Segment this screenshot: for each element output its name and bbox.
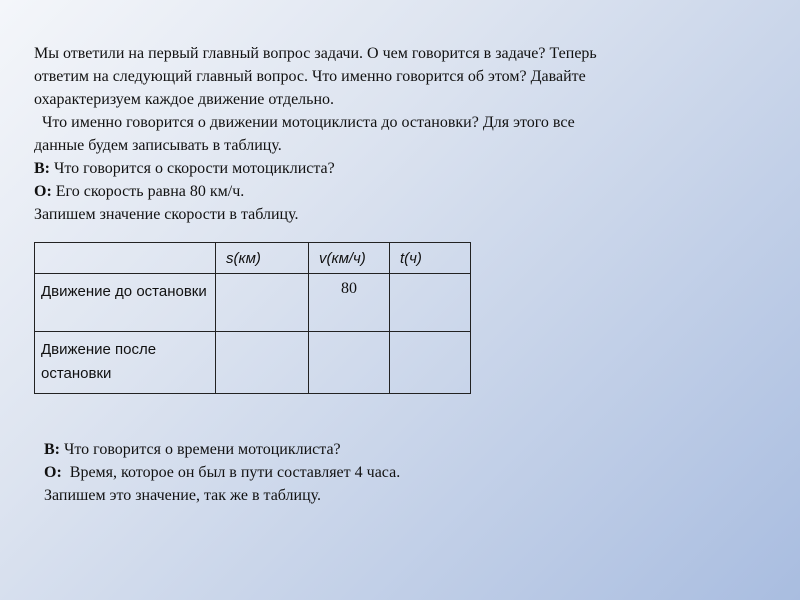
answer-prefix: О: [44, 464, 62, 481]
answer-text: Его скорость равна 80 км/ч. [51, 183, 245, 200]
header-speed: v(км/ч) [309, 243, 390, 274]
table-row [35, 274, 471, 332]
cell-distance [216, 274, 309, 332]
table-header-row [35, 243, 471, 274]
question-prefix: В: [34, 160, 50, 177]
note-time: Запишем это значение, так же в таблицу. [44, 487, 322, 504]
row-label: Движение до остановки [35, 274, 216, 332]
answer-speed [34, 180, 774, 203]
answer-prefix: О: [34, 183, 52, 200]
cell-speed: 80 [309, 274, 390, 332]
header-distance: s(км) [216, 243, 309, 274]
cell-distance [216, 332, 309, 394]
table-row [35, 332, 471, 394]
intro-text [34, 42, 774, 226]
cell-time [390, 332, 471, 394]
cell-speed [309, 332, 390, 394]
paragraph-line: Что именно говорится о движении мотоциклиста до остановки? Для этого все [34, 114, 575, 131]
paragraph-line: охарактеризуем каждое движение отдельно. [34, 91, 335, 108]
second-qa-block [44, 438, 764, 507]
question-text: Что говорится о времени мотоциклиста? [60, 441, 341, 458]
motion-table [34, 242, 471, 394]
note-speed: Запишем значение скорости в таблицу. [34, 206, 299, 223]
header-empty [35, 243, 216, 274]
question-time [44, 438, 764, 461]
question-text: Что говорится о скорости мотоциклиста? [50, 160, 335, 177]
row-label: Движение после остановки [35, 332, 216, 394]
cell-time [390, 274, 471, 332]
question-speed [34, 157, 774, 180]
header-time: t(ч) [390, 243, 471, 274]
paragraph-line: Мы ответили на первый главный вопрос задачи. О чем говорится в задаче? Теперь [34, 45, 597, 62]
answer-text: Время, которое он был в пути составляет 4 часа. [61, 464, 401, 481]
paragraph-line: данные будем записывать в таблицу. [34, 137, 282, 154]
question-prefix: В: [44, 441, 60, 458]
paragraph-line: ответим на следующий главный вопрос. Что именно говорится об этом? Давайте [34, 68, 586, 85]
answer-time [44, 461, 764, 484]
